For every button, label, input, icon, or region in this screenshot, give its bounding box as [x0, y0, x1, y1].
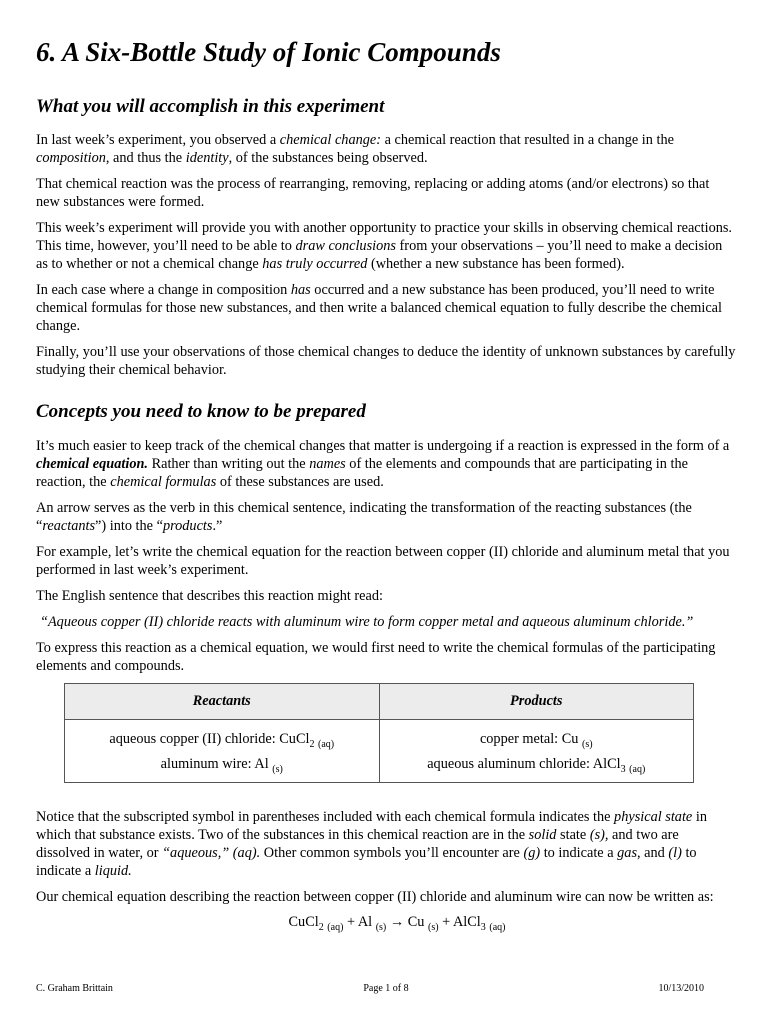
reactants-products-table [64, 683, 694, 783]
text-run: liquid. [94, 863, 132, 880]
text-run: solid [528, 827, 557, 844]
footer-author: C. Graham Brittain [36, 983, 113, 994]
text-run: Other common symbols you’ll encounter are [260, 845, 524, 862]
text-run: 2 [309, 739, 315, 751]
text-run: chemical formulas [110, 474, 217, 491]
paragraph [36, 219, 736, 273]
text-run: + AlCl [438, 914, 481, 931]
table-row [65, 753, 694, 783]
text-run: CuCl [288, 914, 319, 931]
paragraph [36, 587, 736, 605]
text-run: The English sentence that describes this reaction might read: [36, 588, 383, 605]
text-run: from your observations – you’ll need to make a decision as to whether or not a chemical change [36, 238, 723, 273]
text-run: copper metal: Cu [479, 731, 582, 748]
text-run: gas [617, 845, 638, 862]
text-run: in which that substance exists. Two of the substances in this chemical reaction are in the [36, 809, 707, 844]
section-heading-concepts: Concepts you need to know to be prepared [36, 401, 366, 423]
table-row [65, 720, 694, 754]
text-run: , of the substances being observed. [228, 150, 428, 167]
text-run: To express this reaction as a chemical equation, we would first need to write the chemical formulas of the participating elements and compounds. [36, 640, 716, 675]
text-run: aqueous copper (II) chloride: CuCl [109, 731, 310, 748]
text-run: products [162, 518, 213, 535]
text-run: names [309, 456, 346, 473]
reactant-cell [65, 753, 380, 783]
text-run: This week’s experiment will provide you with another opportunity to practice your skills in observing chemical reactions. This time, however, you’ll need to be able to [36, 220, 733, 255]
text-run: (aq) [327, 922, 344, 934]
paragraph [36, 437, 736, 491]
text-run: Our chemical equation describing the reaction between copper (II) chloride and aluminum wire can now be written as: [36, 889, 714, 906]
text-run: identity [185, 150, 229, 167]
text-run: (aq) [629, 764, 646, 776]
text-run: to indicate a [540, 845, 618, 862]
text-run: 3 [620, 764, 626, 776]
text-run: Notice that the subscripted symbol in parentheses included with each chemical formula indicates the [36, 809, 615, 826]
text-run: aluminum wire: Al [160, 756, 273, 773]
text-run: (g) [523, 845, 541, 862]
page-title: 6. A Six-Bottle Study of Ionic Compounds [36, 37, 501, 67]
text-run: to indicate a [36, 845, 697, 880]
reactant-cell [65, 720, 380, 754]
paragraph [36, 343, 736, 379]
text-run: , and [637, 845, 669, 862]
text-run: + Al [343, 914, 376, 931]
text-run: In last week’s experiment, you observed a [36, 132, 280, 149]
text-run: (aq) [489, 922, 506, 934]
text-run: has truly occurred [262, 256, 368, 273]
text-run: , and thus the [105, 150, 186, 167]
paragraph [36, 888, 736, 906]
example-quote: “Aqueous copper (II) chloride reacts with aluminum wire to form copper metal and aqueous aluminum chloride.” [40, 614, 694, 631]
paragraph [36, 281, 736, 335]
text-run: It’s much easier to keep track of the chemical changes that matter is undergoing if a reaction is expressed in the form of a [36, 438, 730, 455]
product-cell [379, 720, 694, 754]
text-run: draw conclusions [295, 238, 396, 255]
paragraph [36, 131, 736, 167]
text-run: (whether a new substance has been formed). [367, 256, 625, 273]
text-run: ”) into the “ [95, 518, 163, 535]
products-header: Products [379, 684, 694, 720]
text-run: aqueous aluminum chloride: AlCl [427, 756, 621, 773]
paragraph [36, 175, 736, 211]
page-footer [36, 983, 736, 994]
reactants-header: Reactants [65, 684, 380, 720]
text-run: of these substances are used. [216, 474, 384, 491]
text-run: reactants [42, 518, 96, 535]
text-run: An arrow serves as the verb in this chemical sentence, indicating the transformation of the reacting substances (the “ [36, 500, 692, 535]
document-page [36, 38, 736, 933]
text-run: (l) [668, 845, 682, 862]
text-run: In each case where a change in composition [36, 282, 291, 299]
paragraph [36, 499, 736, 535]
text-run: physical state [614, 809, 693, 826]
text-run: occurred and a new substance has been produced, you’ll need to write chemical formulas for those new substances, and then write a balanced chemical equation to fully describe the chemical change. [36, 282, 722, 335]
text-run: (s) [581, 739, 593, 751]
text-run: Finally, you’ll use your observations of those chemical changes to deduce the identity of unknown substances by carefully studying their chemical behavior. [36, 344, 736, 379]
product-cell [379, 753, 694, 783]
text-run: For example, let’s write the chemical equation for the reaction between copper (II) chloride and aluminum metal that you performed in last week’s experiment. [36, 544, 730, 579]
text-run: (aq) [318, 739, 335, 751]
chemical-equation [58, 914, 736, 933]
text-run: composition [36, 150, 106, 167]
text-run: (s) [272, 764, 283, 776]
text-run: → Cu [386, 914, 428, 931]
text-run: and two are dissolved in water, or [36, 827, 679, 862]
section-heading-accomplish: What you will accomplish in this experiment [36, 95, 385, 117]
paragraph [36, 808, 736, 880]
text-run: chemical equation. [36, 456, 148, 473]
text-run: (s) [375, 922, 387, 934]
text-run: (s) [427, 922, 439, 934]
footer-date: 10/13/2010 [658, 983, 704, 994]
text-run: Rather than writing out the [148, 456, 310, 473]
text-run: chemical change: [279, 132, 382, 149]
text-run: state [556, 827, 590, 844]
text-run: .” [212, 518, 223, 535]
paragraph [36, 639, 736, 675]
text-run: 3 [480, 922, 486, 934]
text-run: (s), [589, 827, 609, 844]
footer-page-number: Page 1 of 8 [363, 983, 409, 994]
text-run: That chemical reaction was the process of rearranging, removing, replacing or adding atoms (and/or electrons) so that new substances were formed. [36, 176, 710, 211]
paragraph [36, 543, 736, 579]
text-run: 2 [318, 922, 324, 934]
text-run: a chemical reaction that resulted in a change in the [381, 132, 674, 149]
text-run: of the elements and compounds that are participating in the reaction, the [36, 456, 688, 491]
text-run: “aqueous,” (aq). [162, 845, 261, 862]
text-run: has [290, 282, 311, 299]
